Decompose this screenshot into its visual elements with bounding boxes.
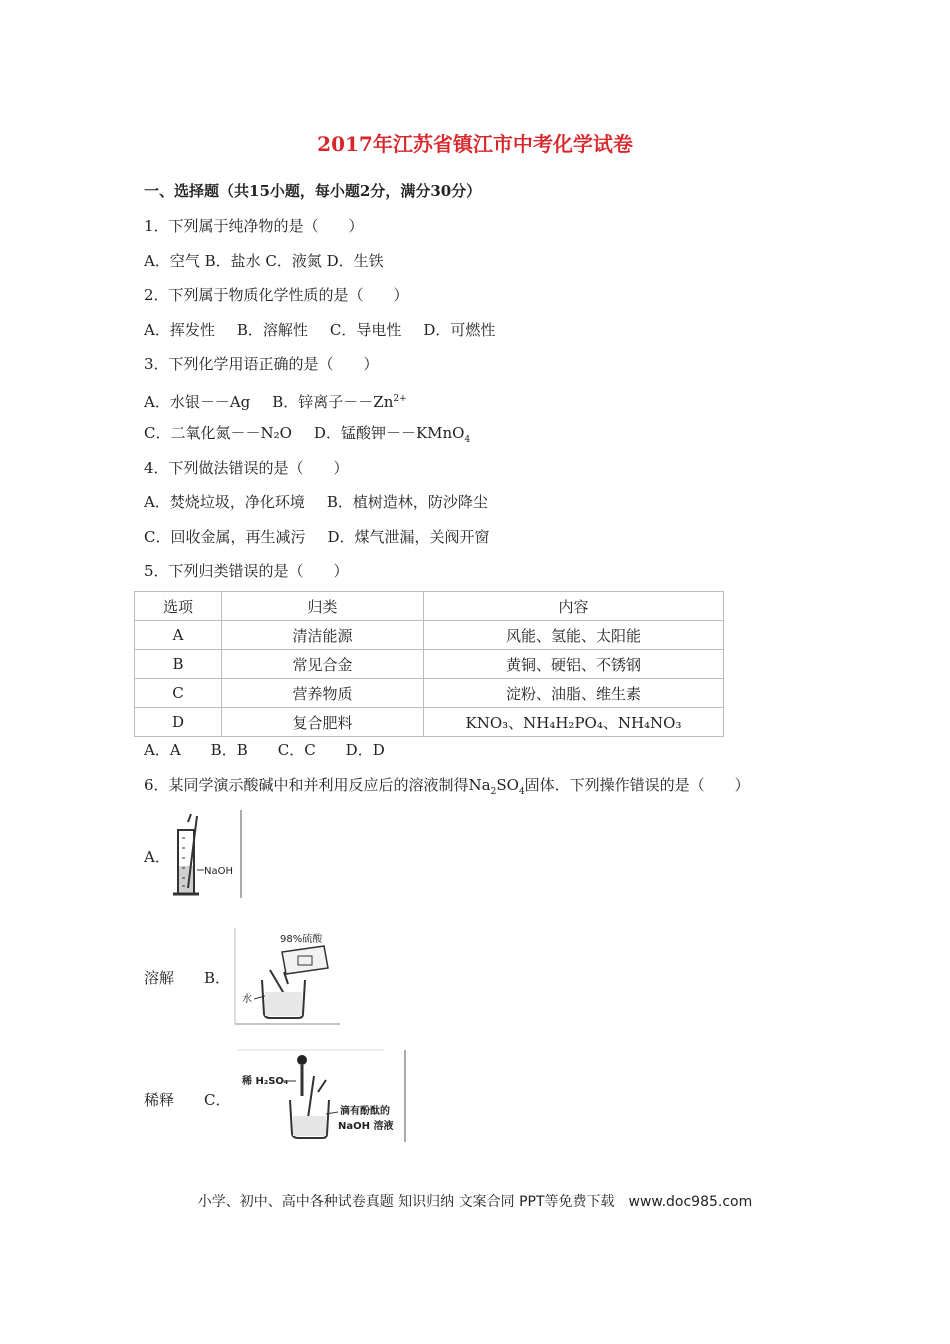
question-1-stem: 1．下列属于纯净物的是（ ） [144,217,364,235]
figure-label: 稀 H₂SO₄ [242,1076,289,1087]
table-cell: 常见合金 [222,650,424,679]
table-header: 内容 [424,592,724,621]
classification-table [134,591,724,737]
option-d: D．煤气泄漏，关阀开窗 [327,528,490,546]
table-cell: B [135,650,222,679]
table-cell: 营养物质 [222,679,424,708]
table-cell: 清洁能源 [222,621,424,650]
option-a: A．挥发性 [144,321,215,339]
option-b: B．植树造林，防沙降尘 [326,493,488,511]
page-footer: 小学、初中、高中各种试卷真题 知识归纳 文案合同 PPT等免费下载 www.doc985.com [197,1194,753,1210]
table-row [135,708,724,737]
option-b-label: B． [204,969,231,987]
option-a-label: A． [144,848,170,866]
question-3-options-cd [144,423,470,450]
question-6-stem: 6．某同学演示酸碱中和并利用反应后的溶液制得$Na_2SO_4$固体．下列操作错误的是（ ） [144,776,750,797]
option-a: A．水银－－Ag [144,393,251,411]
section-heading: 一、选择题（共15小题，每小题2分，满分30分） [144,182,482,200]
table-row [135,679,724,708]
page-title: 2017年江苏省镇江市中考化学试卷 [317,132,633,156]
question-3-stem: 3．下列化学用语正确的是（ ） [144,355,379,373]
table-cell: A [135,621,222,650]
table-row [135,650,724,679]
table-cell: 复合肥料 [222,708,424,737]
figure-label: 98%硫酸 [280,934,323,945]
dissolving-figure [232,928,342,1026]
question-5-options: A．A B．B C．C D．D [144,741,385,759]
option-b-prefix: 溶解 B． [144,969,231,987]
table-cell: 黄铜、硬铝、不锈钢 [424,650,724,679]
table-cell: C [135,679,222,708]
table-header: 选项 [135,592,222,621]
table-cell: 风能、氢能、太阳能 [424,621,724,650]
table-header-row [135,592,724,621]
question-4-options-ab [144,492,488,512]
table-header: 归类 [222,592,424,621]
option-c-label: C． [204,1091,231,1109]
table-cell: D [135,708,222,737]
option-a: A．焚烧垃圾，净化环境 [144,493,305,511]
table-cell: 淀粉、油脂、维生素 [424,679,724,708]
question-2-options [144,320,517,340]
option-d: D．锰酸钾－－KMnO$_4$ [313,424,471,445]
dilution-figure [234,1048,408,1144]
figure-label: 滴有酚酞的 [340,1106,390,1117]
question-1-options: A．空气 B．盐水 C．液氮 D．生铁 [144,252,384,270]
option-c-prefix: 稀释 C． [144,1091,231,1109]
figure-label: NaOH [204,866,233,877]
option-c: C．导电性 [329,321,402,339]
table-row [135,621,724,650]
table-cell: KNO₃、NH₄H₂PO₄、NH₄NO₃ [424,708,724,737]
option-b: B．溶解性 [236,321,308,339]
graduated-cylinder-figure [168,808,246,900]
figure-label: NaOH 溶液 [338,1121,394,1132]
option-c: C．二氧化氮－－N₂O [144,424,292,442]
question-5-stem: 5．下列归类错误的是（ ） [144,562,349,580]
question-4-options-cd [144,527,490,547]
question-4-stem: 4．下列做法错误的是（ ） [144,459,349,477]
option-c: C．回收金属，再生减污 [144,528,306,546]
question-3-options-ab [144,389,407,412]
figure-label: 水 [242,994,252,1005]
option-d: D．可燃性 [423,321,496,339]
option-b: B．锌离子$--Zn^{2+}$ [272,393,407,411]
question-2-stem: 2．下列属于物质化学性质的是（ ） [144,286,409,304]
